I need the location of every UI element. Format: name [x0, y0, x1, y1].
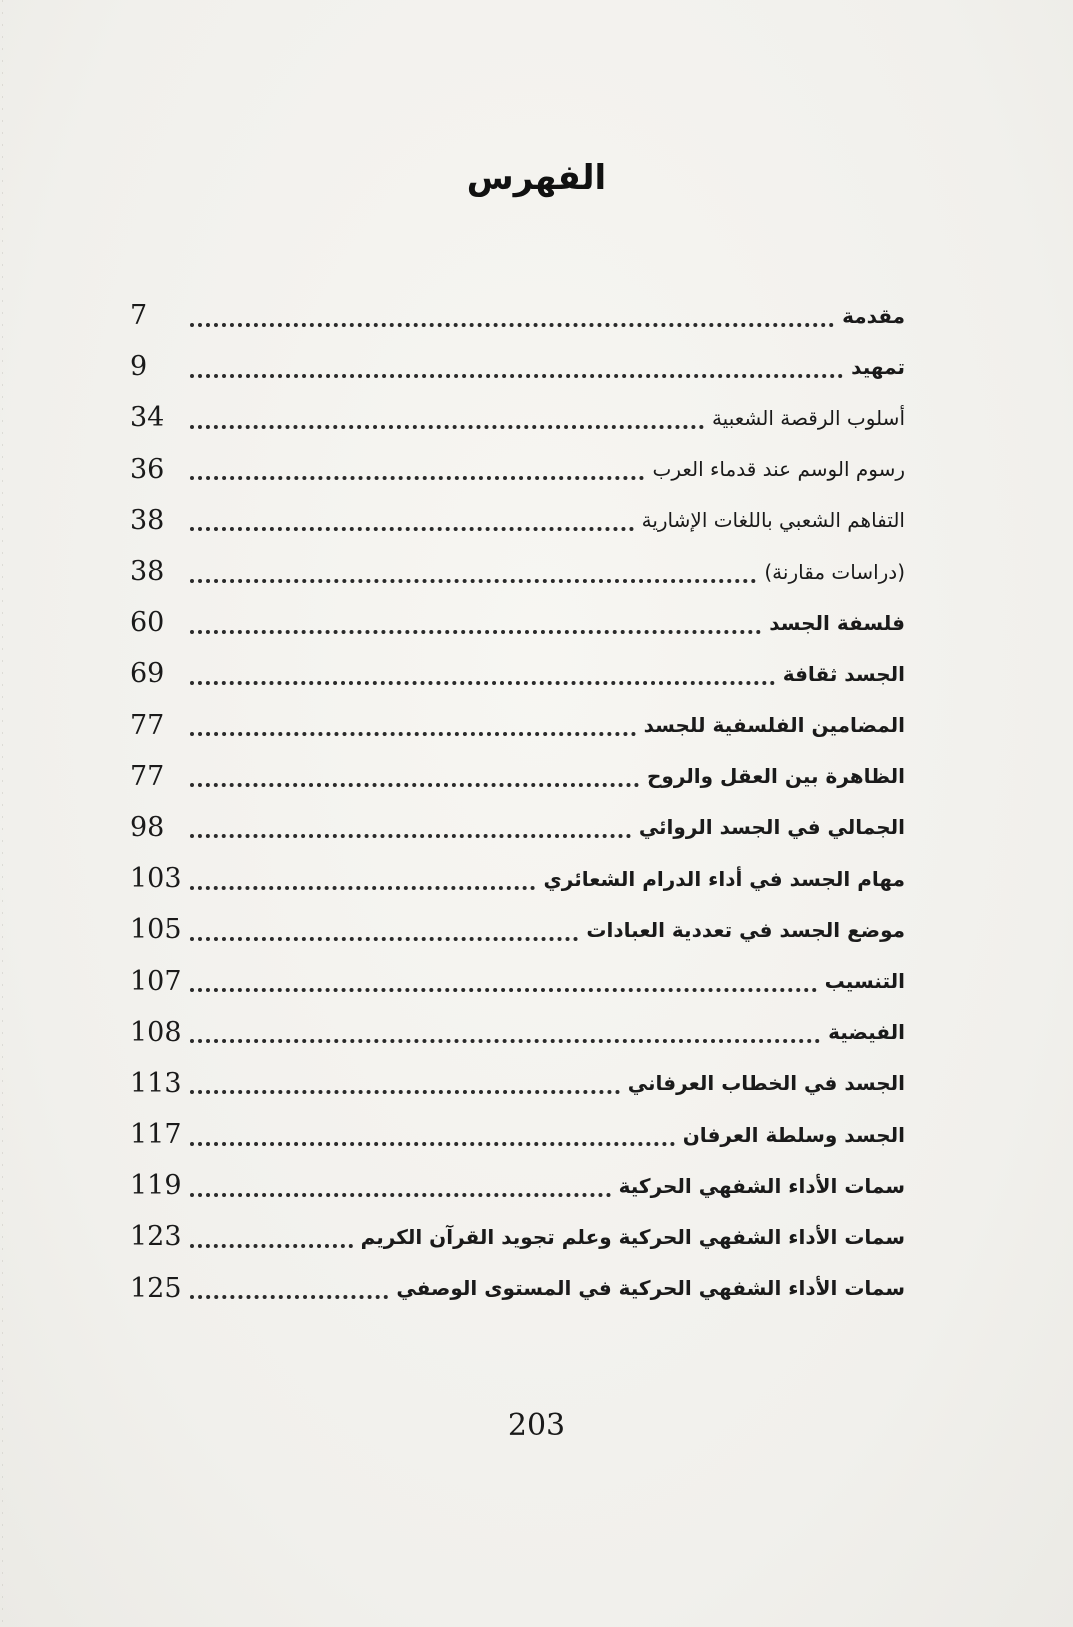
toc-entry [130, 1007, 905, 1058]
toc-page-number: 7 [130, 300, 148, 332]
leader-dots [190, 1039, 820, 1043]
toc-page-number: 108 [130, 1016, 182, 1048]
toc-entry-title: (دراسات مقارنة) [764, 559, 905, 584]
toc-page-number: 113 [130, 1067, 182, 1099]
leader-dots [190, 732, 636, 736]
toc-entry [130, 290, 905, 341]
toc-page-number: 69 [130, 658, 165, 690]
toc-page-number: 105 [130, 914, 182, 946]
leader-dots [190, 1193, 611, 1197]
page-title: الفهرس [466, 158, 607, 198]
toc-page-number: 36 [130, 453, 165, 485]
toc-entry [130, 546, 905, 597]
leader-dots [190, 374, 843, 378]
toc-entry-title: سمات الأداء الشفهي الحركية في المستوى الوصفي [396, 1276, 905, 1301]
leader-dots [190, 425, 704, 429]
toc-page-number: 9 [130, 351, 148, 383]
toc-entry [130, 802, 905, 853]
toc-entry [130, 853, 905, 904]
toc-page-number: 34 [130, 402, 165, 434]
toc-page-number: 125 [130, 1272, 182, 1304]
toc-entry-title: سمات الأداء الشفهي الحركية [618, 1173, 905, 1198]
toc-entry-title: الجسد في الخطاب العرفاني [627, 1071, 905, 1096]
toc-page-number: 38 [130, 556, 165, 588]
toc-page-number: 117 [130, 1119, 182, 1151]
leader-dots [190, 988, 817, 992]
toc-entry [130, 444, 905, 495]
toc-entry [130, 1211, 905, 1262]
toc-entry [130, 751, 905, 802]
toc-page-number: 77 [130, 760, 165, 792]
toc-entry-title: التفاهم الشعبي باللغات الإشارية [641, 508, 905, 533]
toc-page-number: 38 [130, 504, 165, 536]
toc-entry-title: سمات الأداء الشفهي الحركية وعلم تجويد القرآن الكريم [360, 1224, 905, 1249]
toc-entry-title: الظاهرة بين العقل والروح [646, 764, 905, 789]
toc-entry [130, 1263, 905, 1314]
toc-entry-title: مقدمة [842, 303, 905, 328]
toc-entry [130, 1109, 905, 1160]
toc-entry-title: موضع الجسد في تعددية العبادات [586, 917, 905, 942]
toc-entry-title: أسلوب الرقصة الشعبية [711, 405, 905, 430]
toc-entry [130, 1160, 905, 1211]
leader-dots [190, 1295, 388, 1299]
toc-page-number: 60 [130, 607, 165, 639]
leader-dots [190, 476, 644, 480]
toc-entry-title: الجمالي في الجسد الروائي [638, 815, 905, 840]
leader-dots [190, 783, 639, 787]
leader-dots [190, 681, 775, 685]
toc-entry-title: الفيضية [828, 1020, 905, 1045]
toc-entry-title: رسوم الوسم عند قدماء العرب [652, 457, 905, 482]
toc-entry [130, 1058, 905, 1109]
table-of-contents [130, 290, 905, 1314]
toc-page-number: 98 [130, 811, 165, 843]
leader-dots [190, 1142, 675, 1146]
leader-dots [190, 834, 631, 838]
toc-entry-title: الجسد ثقافة [782, 661, 905, 686]
page-edge-shadow [2, 0, 3, 1627]
toc-entry [130, 597, 905, 648]
toc-entry [130, 648, 905, 699]
toc-page-number: 77 [130, 709, 165, 741]
leader-dots [190, 527, 634, 531]
toc-page-number: 103 [130, 863, 182, 895]
toc-entry-title: فلسفة الجسد [769, 610, 905, 635]
toc-entry-title: التنسيب [824, 969, 905, 994]
folio-page-number: 203 [507, 1408, 566, 1443]
toc-entry [130, 495, 905, 546]
toc-page-number: 107 [130, 965, 182, 997]
leader-dots [190, 886, 535, 890]
leader-dots [190, 1090, 620, 1094]
leader-dots [190, 579, 756, 583]
leader-dots [190, 937, 578, 941]
toc-entry [130, 904, 905, 955]
toc-entry-title: المضامين الفلسفية للجسد [643, 713, 905, 738]
toc-entry [130, 341, 905, 392]
toc-entry-title: مهام الجسد في أداء الدرام الشعائري [543, 866, 905, 891]
toc-entry-title: تمهيد [851, 354, 905, 379]
toc-entry-title: الجسد وسلطة العرفان [682, 1122, 905, 1147]
toc-entry [130, 955, 905, 1006]
toc-page-number: 123 [130, 1221, 182, 1253]
toc-entry [130, 700, 905, 751]
leader-dots [190, 630, 761, 634]
toc-entry [130, 392, 905, 443]
leader-dots [190, 323, 834, 327]
leader-dots [190, 1244, 353, 1248]
toc-page-number: 119 [130, 1170, 182, 1202]
